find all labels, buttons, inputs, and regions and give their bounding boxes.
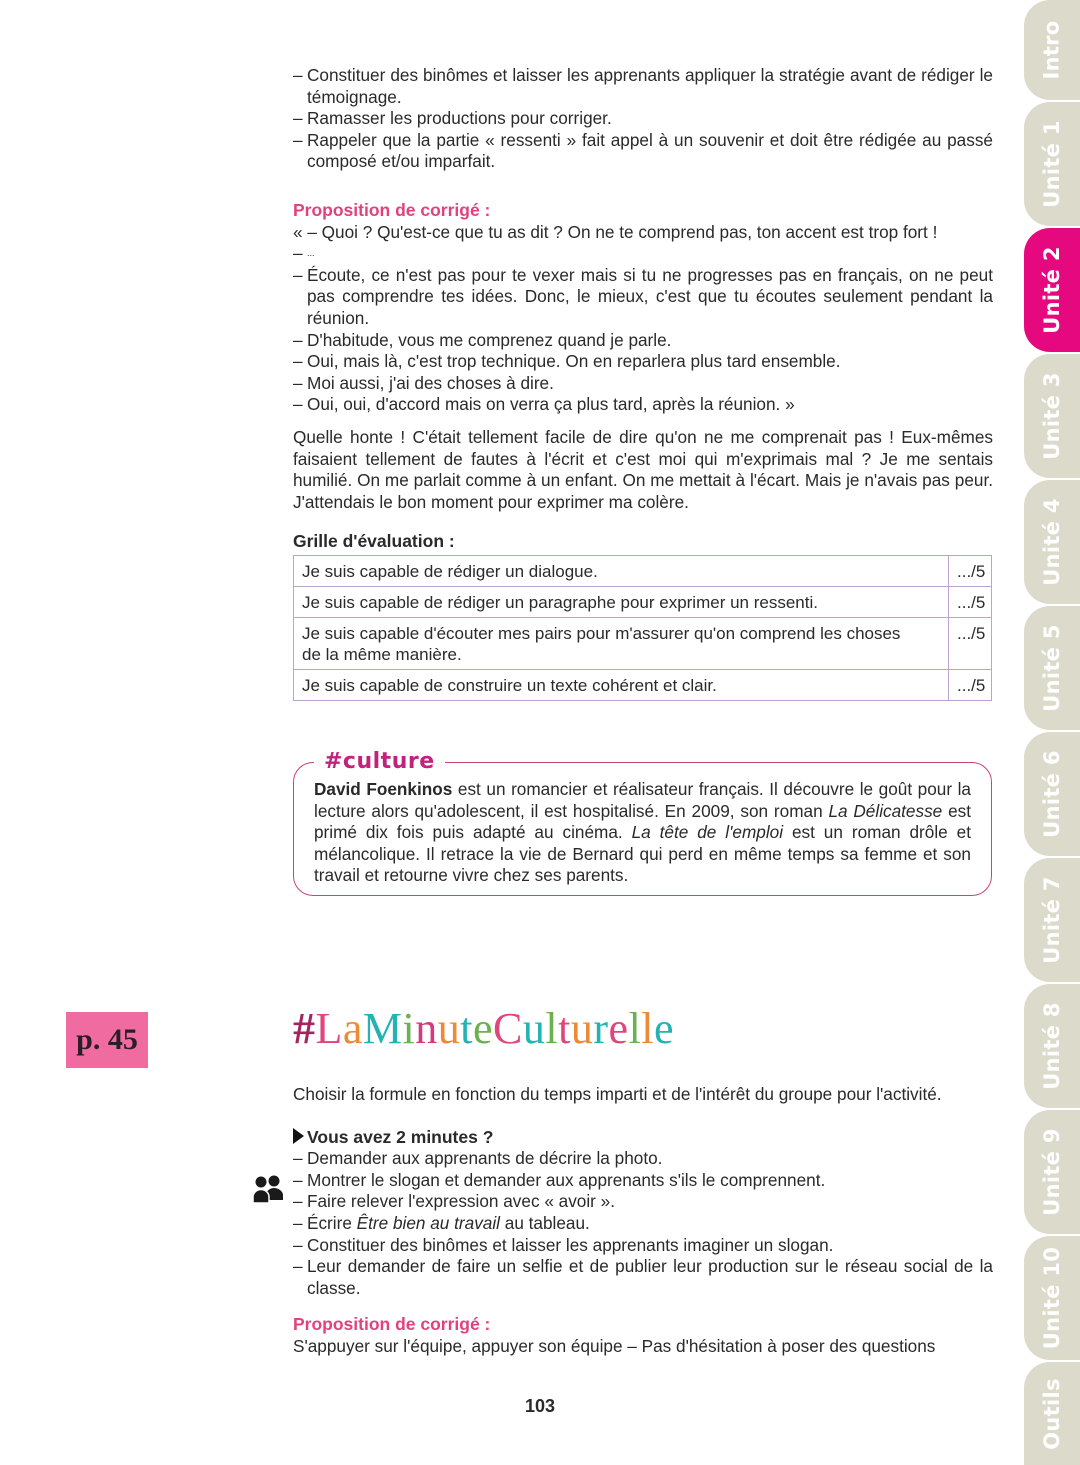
score-cell: .../5 (949, 586, 992, 617)
list-item: – ... (293, 243, 993, 265)
culture-tag: #culture (314, 749, 445, 775)
list-item: – Rappeler que la partie « ressenti » fait appel à un souvenir et doit être rédigée au passé composé et/ou imparfait. (293, 130, 993, 173)
corrige-heading: Proposition de corrigé : (293, 1314, 491, 1335)
page-number: 103 (524, 1396, 556, 1416)
tab-unite-1[interactable]: Unité 1 (1024, 102, 1080, 226)
triangle-bullet-icon (293, 1128, 304, 1144)
tab-unite-6[interactable]: Unité 6 (1024, 732, 1080, 856)
criterion-cell: Je suis capable d'écouter mes pairs pour m'assurer qu'on comprend les choses de la même manière. (294, 617, 949, 669)
evaluation-table (293, 555, 992, 701)
tab-unite-7[interactable]: Unité 7 (1024, 858, 1080, 982)
corrige-heading: Proposition de corrigé : (293, 200, 491, 220)
list-item: – Montrer le slogan et demander aux apprenants s'ils le comprennent. (293, 1170, 993, 1192)
minute-culturelle-title: #LaMinuteCulturelle (293, 1004, 675, 1053)
minute-steps-list (293, 1148, 993, 1299)
dialogue-list (293, 243, 993, 416)
grille-section (293, 531, 993, 701)
list-item: – Faire relever l'expression avec « avoir ». (293, 1191, 993, 1213)
list-item: – Oui, oui, d'accord mais on verra ça plus tard, après la réunion. » (293, 394, 993, 416)
grille-heading: Grille d'évaluation : (293, 531, 455, 551)
list-item: – Demander aux apprenants de décrire la photo. (293, 1148, 993, 1170)
list-item: – Ramasser les productions pour corriger. (293, 108, 993, 130)
corrige-section (293, 200, 993, 513)
criterion-cell: Je suis capable de rédiger un dialogue. (294, 555, 949, 586)
ressenti-paragraph: Quelle honte ! C'était tellement facile de dire qu'on ne me comprenait pas ! Eux-mêmes faisaient tellement de fautes à l'écrit et c'est moi qui m'exprimais mal ? Je me sentais humilié. On me parlait comme à un enfant. On me mettait à l'écart. Mais je n'avais pas peur. J'attendais le bon moment pour exprimer ma colère. (293, 426, 993, 512)
tab-unite-10[interactable]: Unité 10 (1024, 1236, 1080, 1360)
score-cell: .../5 (949, 555, 992, 586)
table-row (294, 669, 992, 700)
page-reference-badge: p. 45 (66, 1012, 148, 1068)
dialogue-first-line: « – Quoi ? Qu'est-ce que tu as dit ? On ne te comprend pas, ton accent est trop fort ! (293, 221, 938, 242)
culture-box (293, 749, 992, 896)
book-title: La tête de l'emploi (631, 822, 784, 843)
culture-text: David Foenkinos est un romancier et réalisateur français. Il découvre le goût pour la lecture alors qu'adolescent, il est hospitalisé. En 2009, son roman La Délicatesse est primé dix fois puis adapté au cinéma. La tête de l'emploi est un roman drôle et mélancolique. Il retrace la vie de Bernard qui perd en même temps sa femme et son travail et retourne vivre chez ses parents. (314, 779, 972, 886)
list-item: – D'habitude, vous me comprenez quand je parle. (293, 330, 993, 352)
minute-culturelle-section (293, 1084, 993, 1358)
corrige-text: S'appuyer sur l'équipe, appuyer son équipe – Pas d'hésitation à poser des questions (293, 1335, 936, 1356)
list-item: – Écoute, ce n'est pas pour te vexer mais si tu ne progresses pas en français, on ne peut pas comprendre tes idées. Donc, le mieux, c'est que tu écoutes seulement pendant la réunion. (293, 265, 993, 330)
score-cell: .../5 (949, 669, 992, 700)
tab-outils[interactable]: Outils (1024, 1362, 1080, 1465)
list-item: – Leur demander de faire un selfie et de publier leur production sur le réseau social de la classe. (293, 1256, 993, 1299)
group-work-icon (252, 1174, 284, 1204)
list-item: – Moi aussi, j'ai des choses à dire. (293, 373, 993, 395)
tab-unite-4[interactable]: Unité 4 (1024, 480, 1080, 604)
list-item: – Oui, mais là, c'est trop technique. On en reparlera plus tard ensemble. (293, 351, 993, 373)
tab-unite-5[interactable]: Unité 5 (1024, 606, 1080, 730)
list-item: – Constituer des binômes et laisser les apprenants imaginer un slogan. (293, 1235, 993, 1257)
tab-unite-8[interactable]: Unité 8 (1024, 984, 1080, 1108)
tab-unite-2[interactable]: Unité 2 (1024, 228, 1080, 352)
table-row (294, 617, 992, 669)
criterion-cell: Je suis capable de construire un texte cohérent et clair. (294, 669, 949, 700)
tab-unite-9[interactable]: Unité 9 (1024, 1110, 1080, 1234)
intro-steps-section (293, 65, 993, 173)
table-row (294, 586, 992, 617)
score-cell: .../5 (949, 617, 992, 669)
list-item: – Constituer des binômes et laisser les apprenants appliquer la stratégie avant de rédiger le témoignage. (293, 65, 993, 108)
intro-steps-list (293, 65, 993, 173)
minute-intro: Choisir la formule en fonction du temps imparti et de l'intérêt du groupe pour l'activité. (293, 1084, 942, 1104)
author-name: David Foenkinos (314, 779, 453, 799)
sub-heading: Vous avez 2 minutes ? (293, 1127, 993, 1149)
book-title: La Délicatesse (828, 800, 943, 821)
criterion-cell: Je suis capable de rédiger un paragraphe pour exprimer un ressenti. (294, 586, 949, 617)
table-row (294, 555, 992, 586)
tab-unite-3[interactable]: Unité 3 (1024, 354, 1080, 478)
list-item: – Écrire Être bien au travail au tableau. (293, 1213, 993, 1235)
unit-tabs (1022, 0, 1080, 1465)
tab-intro[interactable]: Intro (1024, 0, 1080, 100)
